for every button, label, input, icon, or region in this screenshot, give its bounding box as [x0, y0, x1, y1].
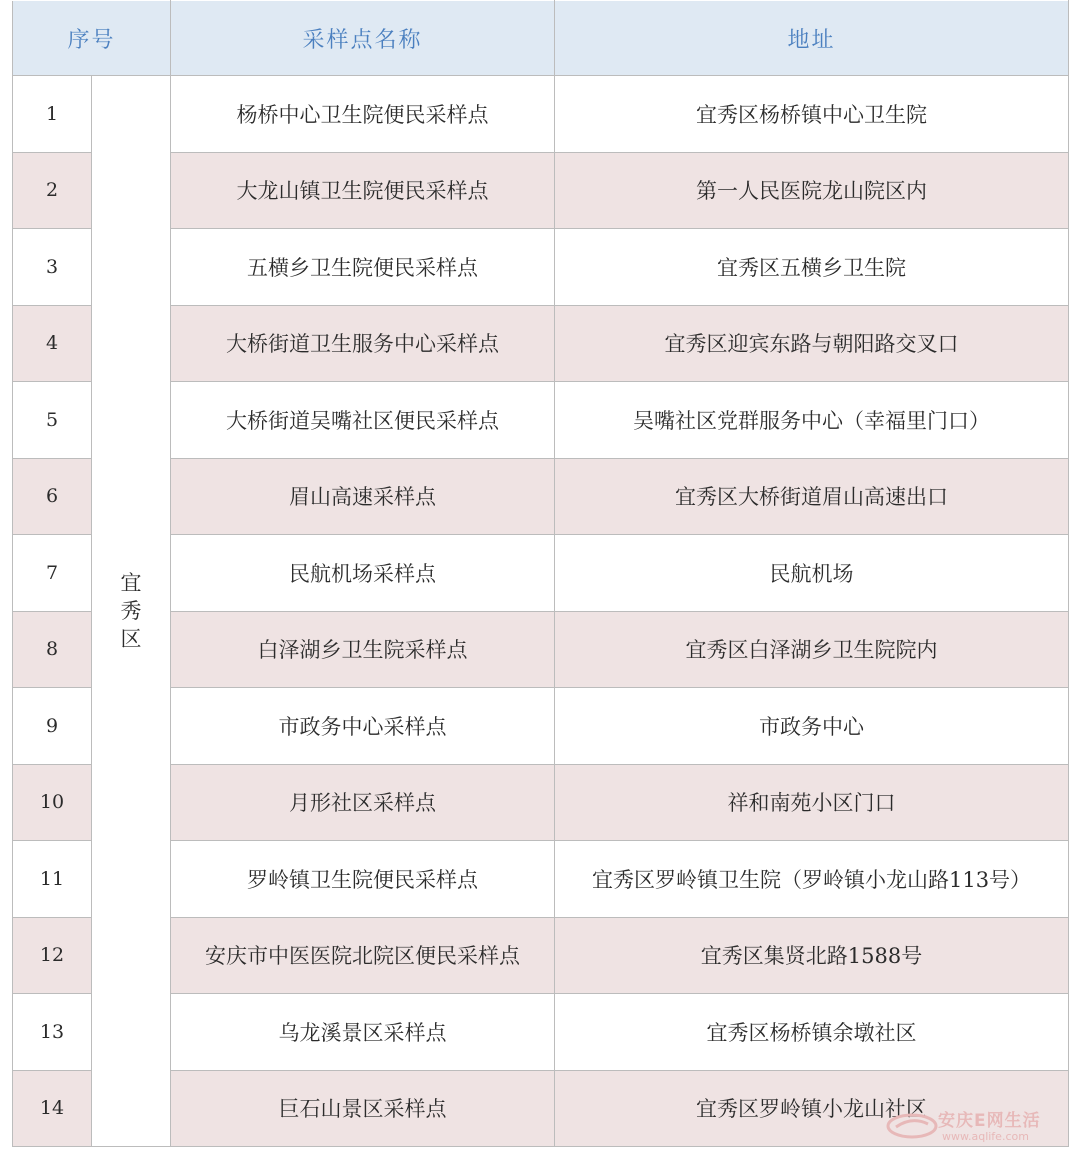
- table-row: [13, 229, 1069, 306]
- site-name-cell: 大龙山镇卫生院便民采样点: [171, 152, 555, 229]
- table-body: [13, 76, 1069, 1147]
- site-name-cell: 乌龙溪景区采样点: [171, 994, 555, 1071]
- header-index: 序号: [13, 1, 171, 76]
- district-label: 宜秀区: [120, 571, 142, 651]
- address-cell: 宜秀区杨桥镇中心卫生院: [555, 76, 1069, 153]
- row-index: 12: [13, 917, 92, 994]
- address-cell: 祥和南苑小区门口: [555, 764, 1069, 841]
- site-name-cell: 巨石山景区采样点: [171, 1070, 555, 1147]
- watermark: [886, 1102, 1076, 1148]
- sampling-sites-table-container: [12, 0, 1068, 1148]
- row-index: 13: [13, 994, 92, 1071]
- address-cell: 宜秀区迎宾东路与朝阳路交叉口: [555, 305, 1069, 382]
- district-cell: [92, 76, 171, 1147]
- table-row: [13, 458, 1069, 535]
- address-cell: 宜秀区集贤北路1588号: [555, 917, 1069, 994]
- table-row: [13, 305, 1069, 382]
- address-cell: 宜秀区白泽湖乡卫生院院内: [555, 611, 1069, 688]
- site-name-cell: 眉山高速采样点: [171, 458, 555, 535]
- site-name-cell: 市政务中心采样点: [171, 688, 555, 765]
- table-header-row: [13, 1, 1069, 76]
- site-name-cell: 月形社区采样点: [171, 764, 555, 841]
- table-row: [13, 152, 1069, 229]
- site-name-cell: 大桥街道卫生服务中心采样点: [171, 305, 555, 382]
- row-index: 4: [13, 305, 92, 382]
- address-cell: 宜秀区罗岭镇卫生院（罗岭镇小龙山路113号）: [555, 841, 1069, 918]
- watermark-url: www.aqlife.com: [942, 1130, 1029, 1143]
- row-index: 6: [13, 458, 92, 535]
- table-row: [13, 688, 1069, 765]
- e-logo-icon: [886, 1110, 942, 1140]
- row-index: 10: [13, 764, 92, 841]
- row-index: 8: [13, 611, 92, 688]
- site-name-cell: 五横乡卫生院便民采样点: [171, 229, 555, 306]
- sampling-sites-table: [12, 0, 1069, 1147]
- site-name-cell: 杨桥中心卫生院便民采样点: [171, 76, 555, 153]
- site-name-cell: 罗岭镇卫生院便民采样点: [171, 841, 555, 918]
- address-cell: 宜秀区五横乡卫生院: [555, 229, 1069, 306]
- address-cell: 宜秀区杨桥镇余墩社区: [555, 994, 1069, 1071]
- address-cell: 第一人民医院龙山院区内: [555, 152, 1069, 229]
- row-index: 9: [13, 688, 92, 765]
- site-name-cell: 民航机场采样点: [171, 535, 555, 612]
- address-cell: 宜秀区大桥街道眉山高速出口: [555, 458, 1069, 535]
- table-row: [13, 917, 1069, 994]
- row-index: 1: [13, 76, 92, 153]
- row-index: 7: [13, 535, 92, 612]
- address-cell: 吴嘴社区党群服务中心（幸福里门口）: [555, 382, 1069, 459]
- row-index: 11: [13, 841, 92, 918]
- table-row: [13, 764, 1069, 841]
- watermark-text: 安庆E网生活: [938, 1111, 1041, 1131]
- table-row: [13, 994, 1069, 1071]
- site-name-cell: 安庆市中医医院北院区便民采样点: [171, 917, 555, 994]
- header-site-name: 采样点名称: [171, 1, 555, 76]
- header-address: 地址: [555, 1, 1069, 76]
- site-name-cell: 白泽湖乡卫生院采样点: [171, 611, 555, 688]
- row-index: 5: [13, 382, 92, 459]
- table-row: [13, 535, 1069, 612]
- table-row: [13, 382, 1069, 459]
- address-cell: 宜秀区罗岭镇小龙山社区: [555, 1070, 1069, 1147]
- row-index: 3: [13, 229, 92, 306]
- row-index: 14: [13, 1070, 92, 1147]
- table-row: [13, 841, 1069, 918]
- address-cell: 民航机场: [555, 535, 1069, 612]
- row-index: 2: [13, 152, 92, 229]
- site-name-cell: 大桥街道吴嘴社区便民采样点: [171, 382, 555, 459]
- address-cell: 市政务中心: [555, 688, 1069, 765]
- table-row: [13, 76, 1069, 153]
- table-row: [13, 611, 1069, 688]
